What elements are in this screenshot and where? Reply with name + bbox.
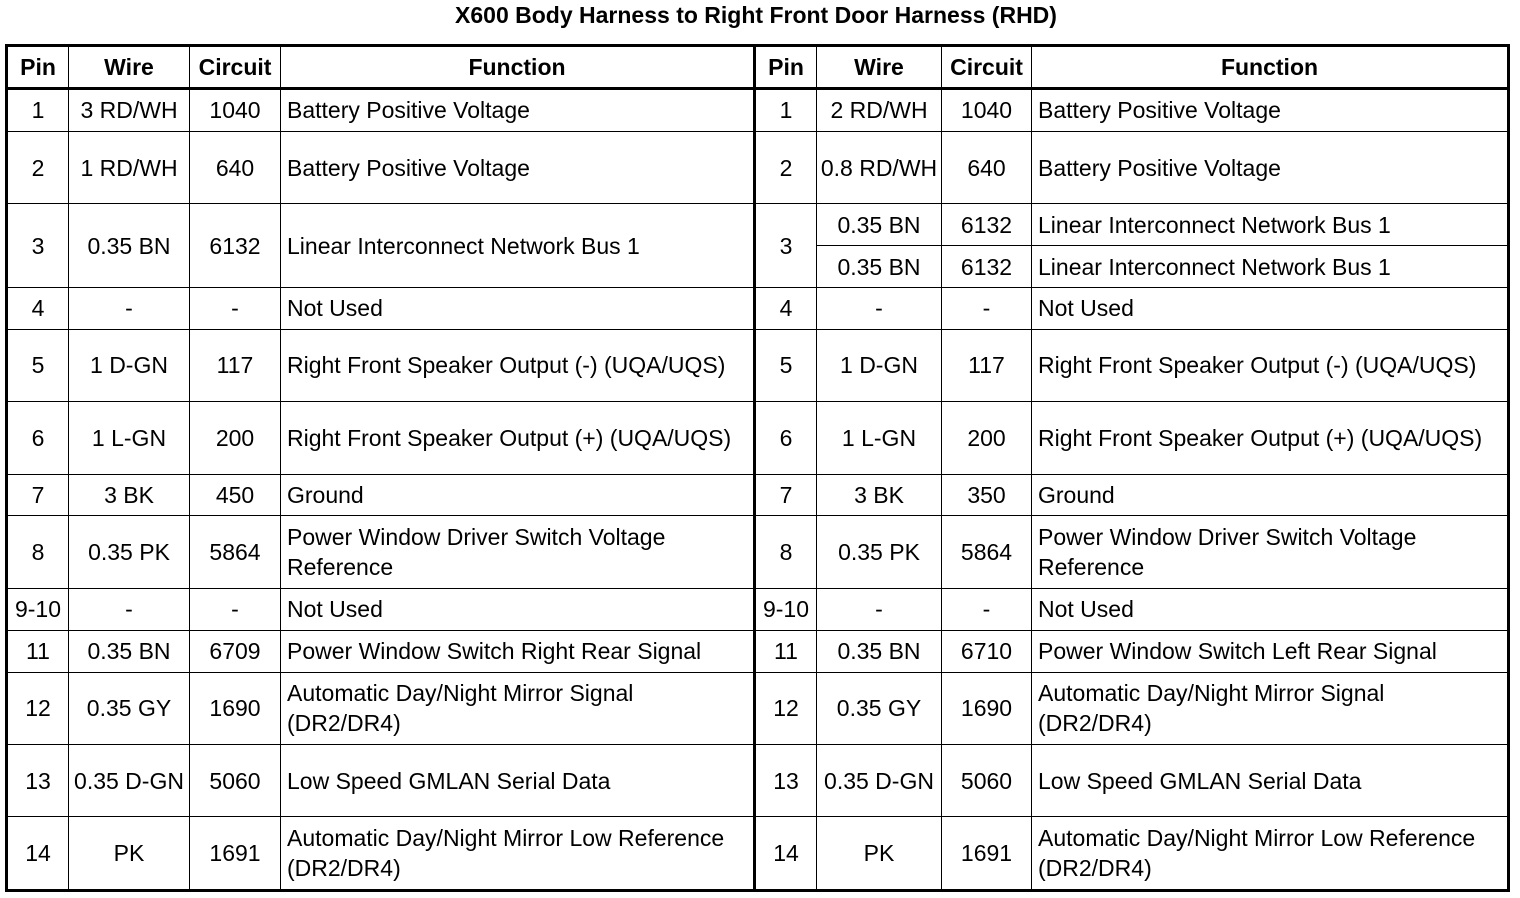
table-row <box>7 630 1509 672</box>
wire-cell: 0.35 PK <box>69 516 190 588</box>
wire-cell: 0.35 GY <box>69 672 190 744</box>
circuit-cell: 450 <box>190 474 281 516</box>
pin-cell: 12 <box>7 672 69 744</box>
wire-cell: 0.35 BN <box>817 204 942 246</box>
wire-cell: - <box>817 287 942 329</box>
table-row <box>7 817 1509 891</box>
circuit-cell: 6132 <box>190 204 281 288</box>
function-cell: Power Window Driver Switch Voltage Reference <box>1032 516 1509 588</box>
circuit-cell: 6132 <box>942 246 1032 288</box>
table-row <box>7 516 1509 588</box>
function-cell: Not Used <box>281 287 755 329</box>
function-cell: Battery Positive Voltage <box>1032 131 1509 203</box>
wire-cell: - <box>69 287 190 329</box>
table-header-row <box>7 46 1509 89</box>
wire-cell: 1 L-GN <box>69 402 190 474</box>
circuit-cell: 6710 <box>942 630 1032 672</box>
function-cell: Right Front Speaker Output (-) (UQA/UQS) <box>281 329 755 401</box>
wire-cell: 0.8 RD/WH <box>817 131 942 203</box>
function-cell: Automatic Day/Night Mirror Low Reference (DR2/DR4) <box>1032 817 1509 891</box>
wire-cell: 3 BK <box>817 474 942 516</box>
pin-cell: 5 <box>7 329 69 401</box>
circuit-cell: 5060 <box>942 745 1032 817</box>
function-cell: Linear Interconnect Network Bus 1 <box>1032 204 1509 246</box>
header-wire: Wire <box>817 46 942 89</box>
circuit-cell: 1040 <box>942 89 1032 132</box>
pin-cell: 2 <box>7 131 69 203</box>
header-pin: Pin <box>7 46 69 89</box>
pin-cell: 3 <box>7 204 69 288</box>
circuit-cell: 5060 <box>190 745 281 817</box>
pin-cell: 4 <box>755 287 817 329</box>
function-cell: Linear Interconnect Network Bus 1 <box>1032 246 1509 288</box>
function-cell: Not Used <box>1032 287 1509 329</box>
table-row <box>7 89 1509 132</box>
pin-cell: 13 <box>755 745 817 817</box>
circuit-cell: 1040 <box>190 89 281 132</box>
wire-cell: 1 RD/WH <box>69 131 190 203</box>
circuit-cell: 200 <box>190 402 281 474</box>
pin-cell: 9-10 <box>755 588 817 630</box>
wire-cell: 0.35 D-GN <box>69 745 190 817</box>
wire-cell: 0.35 BN <box>69 204 190 288</box>
function-cell: Linear Interconnect Network Bus 1 <box>281 204 755 288</box>
table-row <box>7 474 1509 516</box>
table-row <box>7 131 1509 203</box>
pin-cell: 7 <box>7 474 69 516</box>
wire-cell: 0.35 BN <box>69 630 190 672</box>
header-function: Function <box>1032 46 1509 89</box>
circuit-cell: 117 <box>942 329 1032 401</box>
wire-cell: 0.35 D-GN <box>817 745 942 817</box>
table-row <box>7 588 1509 630</box>
function-cell: Automatic Day/Night Mirror Signal (DR2/DR4) <box>281 672 755 744</box>
pin-cell: 7 <box>755 474 817 516</box>
circuit-cell: 1690 <box>190 672 281 744</box>
wire-cell: 3 BK <box>69 474 190 516</box>
pin-cell: 1 <box>755 89 817 132</box>
circuit-cell: - <box>942 287 1032 329</box>
circuit-cell: 200 <box>942 402 1032 474</box>
circuit-cell: 5864 <box>942 516 1032 588</box>
pin-cell: 5 <box>755 329 817 401</box>
table-row <box>7 672 1509 744</box>
function-cell: Automatic Day/Night Mirror Signal (DR2/DR4) <box>1032 672 1509 744</box>
wire-cell: 1 L-GN <box>817 402 942 474</box>
wire-cell: PK <box>69 817 190 891</box>
table-row <box>7 329 1509 401</box>
pin-cell: 11 <box>7 630 69 672</box>
wire-cell: 0.35 PK <box>817 516 942 588</box>
connector-pinout-table <box>5 44 1510 892</box>
table-row <box>7 287 1509 329</box>
pin-cell: 12 <box>755 672 817 744</box>
pin-cell: 6 <box>755 402 817 474</box>
function-cell: Battery Positive Voltage <box>1032 89 1509 132</box>
circuit-cell: 1691 <box>942 817 1032 891</box>
table-row <box>7 745 1509 817</box>
wire-cell: - <box>69 588 190 630</box>
function-cell: Right Front Speaker Output (-) (UQA/UQS) <box>1032 329 1509 401</box>
circuit-cell: 6132 <box>942 204 1032 246</box>
pin-cell: 11 <box>755 630 817 672</box>
table-row <box>7 402 1509 474</box>
circuit-cell: 640 <box>190 131 281 203</box>
function-cell: Power Window Switch Right Rear Signal <box>281 630 755 672</box>
wire-cell: 3 RD/WH <box>69 89 190 132</box>
header-circuit: Circuit <box>942 46 1032 89</box>
function-cell: Low Speed GMLAN Serial Data <box>281 745 755 817</box>
function-cell: Power Window Driver Switch Voltage Reference <box>281 516 755 588</box>
circuit-cell: - <box>190 287 281 329</box>
circuit-cell: 6709 <box>190 630 281 672</box>
header-wire: Wire <box>69 46 190 89</box>
wire-cell: 0.35 BN <box>817 630 942 672</box>
function-cell: Right Front Speaker Output (+) (UQA/UQS) <box>281 402 755 474</box>
pin-cell: 2 <box>755 131 817 203</box>
wire-cell: 0.35 GY <box>817 672 942 744</box>
circuit-cell: - <box>942 588 1032 630</box>
pin-cell: 14 <box>755 817 817 891</box>
header-circuit: Circuit <box>190 46 281 89</box>
pin-cell: 14 <box>7 817 69 891</box>
page-title: X600 Body Harness to Right Front Door Harness (RHD) <box>455 2 1057 28</box>
wire-cell: 0.35 BN <box>817 246 942 288</box>
function-cell: Not Used <box>1032 588 1509 630</box>
wire-cell: 1 D-GN <box>817 329 942 401</box>
wire-cell: 2 RD/WH <box>817 89 942 132</box>
wire-cell: PK <box>817 817 942 891</box>
function-cell: Low Speed GMLAN Serial Data <box>1032 745 1509 817</box>
table-row <box>7 204 1509 246</box>
function-cell: Battery Positive Voltage <box>281 89 755 132</box>
function-cell: Right Front Speaker Output (+) (UQA/UQS) <box>1032 402 1509 474</box>
pin-cell: 6 <box>7 402 69 474</box>
pin-cell: 9-10 <box>7 588 69 630</box>
function-cell: Ground <box>281 474 755 516</box>
pin-cell: 4 <box>7 287 69 329</box>
pin-cell: 3 <box>755 204 817 288</box>
wire-cell: - <box>817 588 942 630</box>
pin-cell: 8 <box>7 516 69 588</box>
circuit-cell: 1690 <box>942 672 1032 744</box>
circuit-cell: 117 <box>190 329 281 401</box>
circuit-cell: 5864 <box>190 516 281 588</box>
pin-cell: 8 <box>755 516 817 588</box>
circuit-cell: 350 <box>942 474 1032 516</box>
header-pin: Pin <box>755 46 817 89</box>
function-cell: Battery Positive Voltage <box>281 131 755 203</box>
pin-cell: 13 <box>7 745 69 817</box>
pin-cell: 1 <box>7 89 69 132</box>
wire-cell: 1 D-GN <box>69 329 190 401</box>
header-function: Function <box>281 46 755 89</box>
circuit-cell: 640 <box>942 131 1032 203</box>
function-cell: Ground <box>1032 474 1509 516</box>
function-cell: Power Window Switch Left Rear Signal <box>1032 630 1509 672</box>
function-cell: Automatic Day/Night Mirror Low Reference (DR2/DR4) <box>281 817 755 891</box>
circuit-cell: 1691 <box>190 817 281 891</box>
function-cell: Not Used <box>281 588 755 630</box>
circuit-cell: - <box>190 588 281 630</box>
